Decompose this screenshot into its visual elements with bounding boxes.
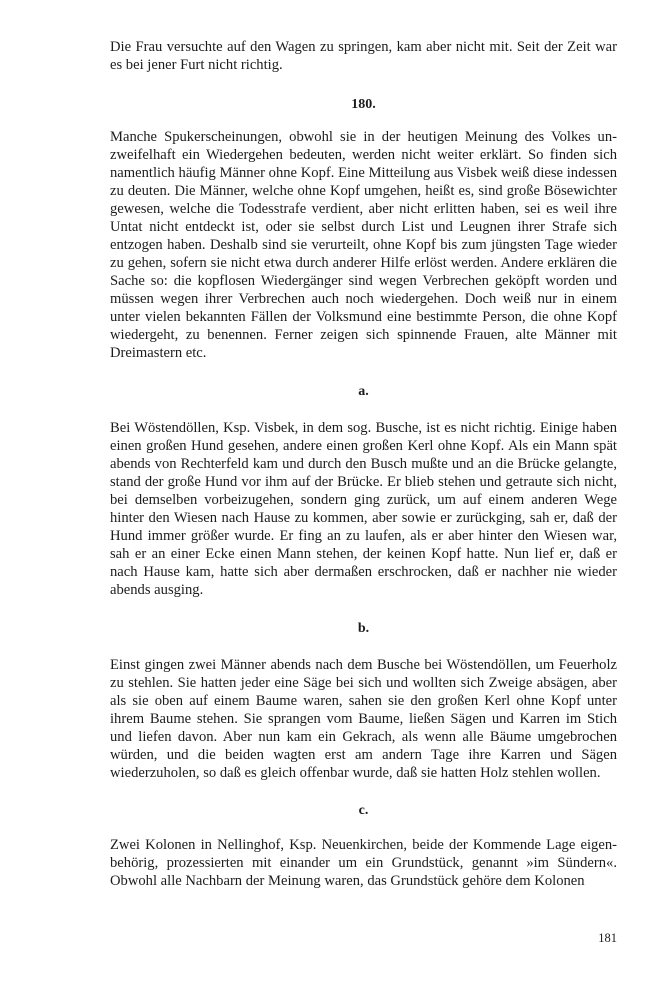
subsection-a-paragraph: Bei Wöstendöllen, Ksp. Visbek, in dem sog. Busche, ist es nicht richtig. Einige haben einen großen Hund gesehen, andere einen großen Kerl ohne Kopf. Als ein Mann spät abends von Rechterfeld kam und durch den Busch mußte und an die Brücke gelangte, stand der große Hund vor ihm auf der Brücke. Er blieb stehen und getraute sich nicht, bei demselben vorbeizugehen, sondern ging zurück, um auf einem anderen Wege hinter den Wiesen nach Hause zu kommen, aber sowie er zurückging, sah er, daß der Hund immer größer wurde. Er fing an zu laufen, als er aber hinter den Wiesen war, sah er an einer Ecke einen Mann stehen, der keinen Kopf hatte. Nun lief er, daß er nach Hause kam, hatte sich aber dermaßen erschrocken, daß er nachher nie wieder abends ausging. <box>110 420 617 598</box>
subsection-a-heading: a. <box>358 384 369 399</box>
section-paragraph: Manche Spukerscheinungen, obwohl sie in der heutigen Meinung des Volkes unzweifelhaft ein Wiedergehen bedeuten, werden nicht weiter erklärt. So finden sich namentlich häufig Männer ohne Kopf. Eine Mitteilung aus Visbek weiß diese indessen zu deuten. Die Männer, welche ohne Kopf umgehen, heißt es, sind große Bösewichter gewesen, welche die Todesstrafe verdient, aber nicht erlitten haben, sei es weil ihre Untat nicht entdeckt ist, oder sie selbst durch List und Leugnen ihrer Strafe sich entzogen haben. Deshalb sind sie verurteilt, ohne Kopf bis zum jüngsten Tage wieder zu gehen, sofern sie nicht etwa durch anderer Hilfe erlöst werden. Andere erklären die Sache so: die kopflosen Wiedergänger sind wegen Verbrechen geköpft worden und müssen wegen ihrer Verbrechen auch noch wiedergehen. Doch weiß nur in einem unter vielen bekannten Fällen der Volksmund eine bestimmte Person, die ohne Kopf wiedergeht, zu benennen. Ferner zeigen sich spinnende Frauen, alte Männer mit Dreimastern etc. <box>110 129 617 361</box>
subsection-c-heading: c. <box>358 803 369 818</box>
section-heading: 180. <box>351 97 376 112</box>
page-number: 181 <box>598 931 617 945</box>
intro-paragraph: Die Frau versuchte auf den Wagen zu springen, kam aber nicht mit. Seit der Zeit war es bei jener Furt nicht richtig. <box>110 39 617 73</box>
subsection-b-paragraph: Einst gingen zwei Männer abends nach dem Busche bei Wöstendöllen, um Feuerholz zu stehlen. Sie hatten jeder eine Säge bei sich und wollten sich Zweige absägen, aber als sie oben auf einem Baume waren, sahen sie den großen Kerl ohne Kopf unter ihrem Baume stehen. Sie sprangen vom Baume, ließen Sägen und Karren im Stich und liefen davon. Aber nun kam ein Gekrach, als wenn alle Bäume umgebrochen würden, und die beiden wagten erst am andern Tage ihre Karren und Sägen wiederzuholen, so daß es gleich offenbar wurde, daß sie hatten Holz stehlen wollen. <box>110 657 617 781</box>
subsection-c-paragraph: Zwei Kolonen in Nellinghof, Ksp. Neuenkirchen, beide der Kommende Lage eigenbehörig, prozessierten mit einander um ein Grundstück, genannt »im Sündern«. Obwohl alle Nachbarn der Meinung waren, das Grundstück gehöre dem Kolonen <box>110 837 617 889</box>
subsection-b-heading: b. <box>357 621 370 636</box>
book-page <box>110 38 617 890</box>
